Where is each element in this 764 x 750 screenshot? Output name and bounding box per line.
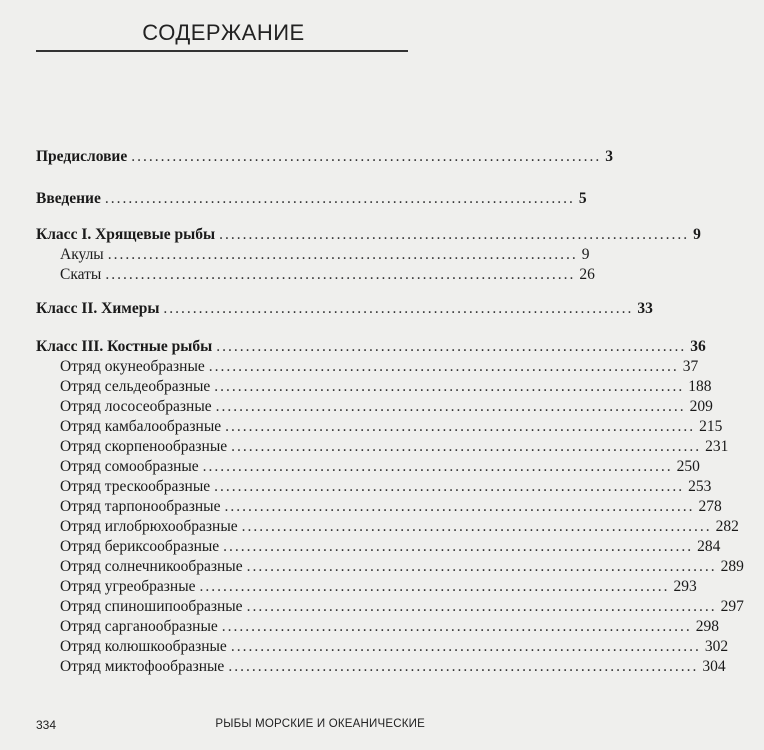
toc-entry-label: Отряд лососеобразные <box>60 398 212 415</box>
toc-entry-page: 5 <box>578 190 587 207</box>
toc-entry-label: Отряд сарганообразные <box>60 618 218 635</box>
toc-entry-page: 26 <box>579 266 595 283</box>
toc-leader-dots: ................................................................................ <box>241 518 712 535</box>
toc-leader-dots: ................................................................................ <box>221 618 692 635</box>
toc-entry-page: 297 <box>720 598 744 615</box>
toc-leader-dots: ................................................................................ <box>214 478 685 495</box>
toc-leader-dots: ................................................................................ <box>246 558 717 575</box>
toc-entry <box>0 377 712 397</box>
toc-entry-label: Отряд спиношипообразные <box>60 598 243 615</box>
toc-entry-label: Отряд скорпенообразные <box>60 438 228 455</box>
toc-leader-dots: ................................................................................ <box>214 378 685 395</box>
toc-entry-page: 289 <box>720 558 744 575</box>
toc-entry <box>0 417 723 437</box>
toc-entry <box>0 189 587 209</box>
toc-entry <box>0 225 701 245</box>
toc-entry <box>0 457 700 477</box>
toc-entry-page: 188 <box>688 378 712 395</box>
toc-entry <box>0 299 653 319</box>
toc-leader-dots: ................................................................................ <box>230 638 701 655</box>
toc-entry-page: 253 <box>688 478 712 495</box>
toc-entry-page: 36 <box>690 338 706 355</box>
toc-leader-dots: ................................................................................ <box>246 598 717 615</box>
toc-entry-label: Отряд иглобрюхообразные <box>60 518 238 535</box>
toc-entry-label: Отряд тарпонообразные <box>60 498 221 515</box>
toc-entry-label: Отряд окунеобразные <box>60 358 205 375</box>
toc-entry-label: Класс I. Хрящевые рыбы <box>36 226 216 243</box>
toc-entry <box>0 657 726 677</box>
toc-leader-dots: ................................................................................ <box>107 246 578 263</box>
toc-entry-label: Отряд трескообразные <box>60 478 211 495</box>
toc-entry-page: 282 <box>715 518 739 535</box>
footer-running-title: РЫБЫ МОРСКИЕ И ОКЕАНИЧЕСКИЕ <box>215 718 425 730</box>
toc-entry-label: Отряд сельдеобразные <box>60 378 211 395</box>
toc-entry-label: Скаты <box>60 266 102 283</box>
toc-leader-dots: ................................................................................ <box>225 418 696 435</box>
toc-entry <box>0 245 590 265</box>
toc-entry-page: 293 <box>673 578 697 595</box>
toc-entry-page: 231 <box>705 438 729 455</box>
toc-entry-label: Отряд бериксообразные <box>60 538 220 555</box>
toc-entry <box>0 617 720 637</box>
toc-entry-page: 9 <box>581 246 590 263</box>
toc-entry-page: 250 <box>676 458 700 475</box>
toc-entry <box>0 147 613 167</box>
toc-entry <box>0 337 706 357</box>
toc-entry-page: 9 <box>693 226 701 243</box>
toc-entry-label: Акулы <box>60 246 104 263</box>
toc-entry-label: Отряд миктофообразные <box>60 658 225 675</box>
toc-entry-label: Класс III. Костные рыбы <box>36 338 213 355</box>
toc-entry <box>0 357 699 377</box>
toc-leader-dots: ................................................................................ <box>199 578 670 595</box>
toc-entry-label: Предисловие <box>36 148 128 165</box>
toc-entry-label: Класс II. Химеры <box>36 300 160 317</box>
toc-entry-page: 37 <box>682 358 699 375</box>
toc-entry-page: 209 <box>689 398 713 415</box>
toc-leader-dots: ................................................................................ <box>104 190 575 207</box>
toc-entry-page: 215 <box>699 418 723 435</box>
toc-leader-dots: ................................................................................ <box>219 226 690 243</box>
toc-leader-dots: ................................................................................ <box>202 458 673 475</box>
toc-leader-dots: ................................................................................ <box>224 498 695 515</box>
toc-entry <box>0 517 739 537</box>
toc-entry-page: 33 <box>637 300 653 317</box>
toc-leader-dots: ................................................................................ <box>216 338 687 355</box>
toc-leader-dots: ................................................................................ <box>208 358 679 375</box>
toc-leader-dots: ................................................................................ <box>215 398 686 415</box>
toc-entry-label: Отряд солнечникообразные <box>60 558 243 575</box>
toc-entry <box>0 637 729 657</box>
toc-entry-label: Введение <box>36 190 101 207</box>
toc-entry <box>0 477 712 497</box>
toc-leader-dots: ................................................................................ <box>105 266 576 283</box>
toc-entry <box>0 537 721 557</box>
toc-leader-dots: ................................................................................ <box>228 658 699 675</box>
toc-leader-dots: ................................................................................ <box>231 438 702 455</box>
toc-entry <box>0 437 729 457</box>
toc-leader-dots: ................................................................................ <box>131 148 602 165</box>
toc-entry <box>0 597 744 617</box>
toc-entry-page: 278 <box>698 498 722 515</box>
toc-entry-page: 3 <box>605 148 613 165</box>
toc-entry-label: Отряд сомообразные <box>60 458 199 475</box>
toc-entry-page: 304 <box>702 658 726 675</box>
toc-entry-label: Отряд камбалообразные <box>60 418 222 435</box>
toc-entry-label: Отряд угреобразные <box>60 578 196 595</box>
toc-entry <box>0 497 722 517</box>
toc-leader-dots: ................................................................................ <box>223 538 694 555</box>
toc-leader-dots: ................................................................................ <box>163 300 634 317</box>
toc-entry <box>0 397 713 417</box>
toc-entry-page: 298 <box>695 618 720 635</box>
toc-entry <box>0 577 697 597</box>
toc-entry-page: 284 <box>697 538 721 555</box>
page-title: СОДЕРЖАНИЕ <box>142 20 305 45</box>
toc-entry <box>0 557 744 577</box>
toc-entry <box>0 265 595 285</box>
toc-entry-label: Отряд колюшкообразные <box>60 638 227 655</box>
title-divider <box>36 50 408 52</box>
toc-entry-page: 302 <box>704 638 729 655</box>
footer-page-number: 334 <box>36 718 57 732</box>
